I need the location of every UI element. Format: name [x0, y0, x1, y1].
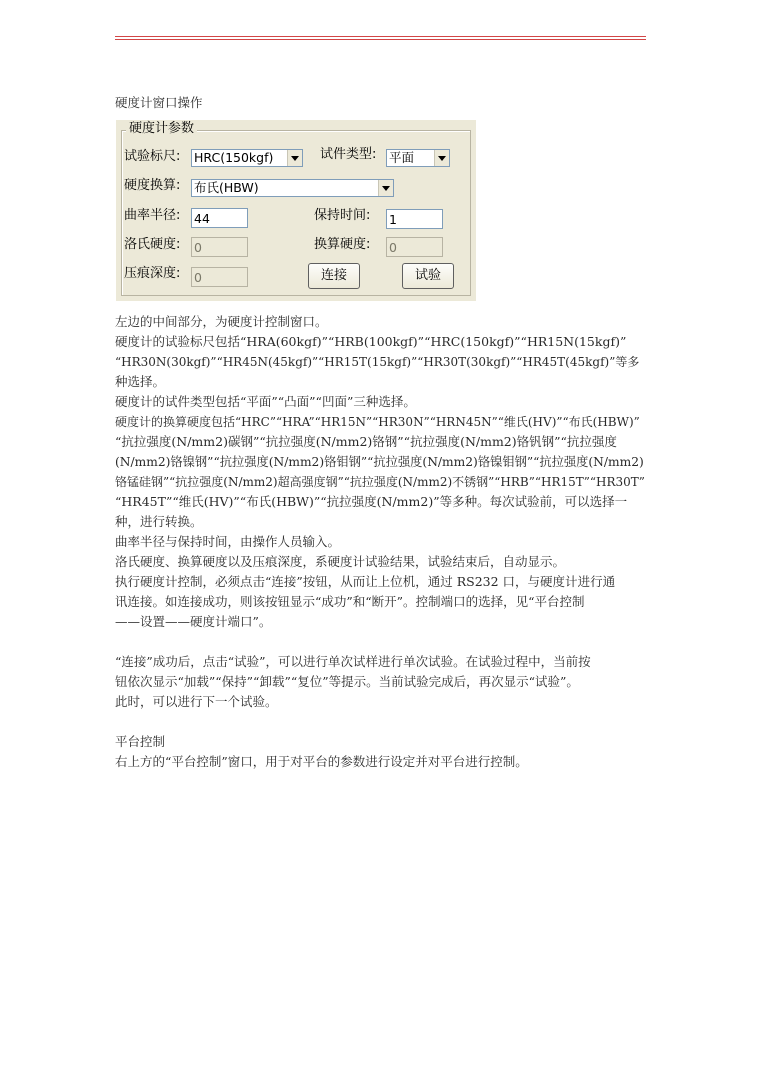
section-heading-platform-control: 平台控制	[115, 734, 166, 749]
hardness-parameter-dialog	[116, 120, 476, 301]
section-heading-hardness-window: 硬度计窗口操作	[115, 95, 203, 110]
paragraph-line: “HR45T”“维氏(HV)”“布氏(HBW)”“抗拉强度(N/mm2)”等多种。每次试验前，可以选择一	[115, 494, 628, 509]
paragraph-line: 曲率半径与保持时间，由操作人员输入。	[115, 534, 341, 549]
hardness-conversion-select[interactable]	[191, 179, 394, 197]
hold-time-value: 1	[389, 212, 397, 227]
chevron-down-icon[interactable]	[287, 150, 302, 166]
converted-hardness-field	[386, 237, 443, 257]
paragraph-line: 右上方的“平台控制”窗口，用于对平台的参数进行设定并对平台进行控制。	[115, 754, 528, 769]
converted-hardness-value: 0	[389, 240, 397, 255]
curvature-radius-value: 44	[194, 211, 210, 226]
paragraph-line: 硬度计的试件类型包括“平面”“凸面”“凹面”三种选择。	[115, 394, 416, 409]
test-button[interactable]: 试验	[402, 263, 454, 289]
hold-time-label: 保持时间:	[314, 208, 371, 223]
paragraph-line: (N/mm2)铬镍钢”“抗拉强度(N/mm2)铬钼钢”“抗拉强度(N/mm2)铬镍钼钢”“抗拉强度(N/mm2)	[115, 455, 644, 469]
chevron-down-icon[interactable]	[434, 150, 449, 166]
paragraph-line: “抗拉强度(N/mm2)碳钢”“抗拉强度(N/mm2)铬钢”“抗拉强度(N/mm2)铬钒钢”“抗拉强度	[115, 434, 617, 449]
paragraph-line: 洛氏硬度、换算硬度以及压痕深度，系硬度计试验结果，试验结束后，自动显示。	[115, 554, 566, 569]
test-scale-label: 试验标尺:	[124, 149, 181, 164]
paragraph-line: 种选择。	[115, 374, 166, 389]
paragraph-line: 讯连接。如连接成功，则该按钮显示“成功”和“断开”。控制端口的选择，见“平台控制	[115, 594, 585, 609]
paragraph-line: 左边的中间部分，为硬度计控制窗口。	[115, 314, 328, 329]
indent-depth-value: 0	[194, 270, 202, 285]
connect-button[interactable]: 连接	[308, 263, 360, 289]
hardness-conversion-label: 硬度换算:	[124, 178, 181, 193]
hardness-conversion-value: 布氏(HBW)	[194, 180, 259, 195]
paragraph-line: 铬锰硅钢”“抗拉强度(N/mm2)超高强度钢”“抗拉强度(N/mm2)不锈钢”“HRB”“HR15T”“HR30T”	[115, 475, 645, 489]
test-scale-select[interactable]	[191, 149, 303, 167]
paragraph-line: ——设置——硬度计端口”。	[115, 614, 272, 629]
header-rule	[115, 36, 646, 37]
rockwell-hardness-value: 0	[194, 240, 202, 255]
indent-depth-field	[191, 267, 248, 287]
paragraph-line: 硬度计的试验标尺包括“HRA(60kgf)”“HRB(100kgf)”“HRC(150kgf)”“HR15N(15kgf)”	[115, 334, 627, 349]
chevron-down-icon[interactable]	[378, 180, 393, 196]
rockwell-hardness-label: 洛氏硬度:	[124, 237, 181, 252]
converted-hardness-label: 换算硬度:	[314, 237, 371, 252]
paragraph-line: “HR30N(30kgf)”“HR45N(45kgf)”“HR15T(15kgf)”“HR30T(30kgf)”“HR45T(45kgf)”等多	[115, 355, 640, 369]
curvature-radius-input[interactable]	[191, 208, 248, 228]
header-rule-double	[115, 39, 646, 40]
paragraph-line: 执行硬度计控制，必须点击“连接”按钮，从而让上位机，通过 RS232 口，与硬度计进行通	[115, 574, 616, 589]
rockwell-hardness-field	[191, 237, 248, 257]
test-scale-value: HRC(150kgf)	[194, 150, 274, 165]
sample-type-value: 平面	[389, 150, 415, 165]
paragraph-line: “连接”成功后，点击“试验”，可以进行单次试样进行单次试验。在试验过程中，当前按	[115, 654, 591, 669]
paragraph-line: 此时，可以进行下一个试验。	[115, 694, 278, 709]
paragraph-line: 钮依次显示“加载”“保持”“卸载”“复位”等提示。当前试验完成后，再次显示“试验”。	[115, 674, 579, 689]
sample-type-select[interactable]	[386, 149, 450, 167]
indent-depth-label: 压痕深度:	[124, 266, 181, 281]
paragraph-line: 硬度计的换算硬度包括“HRC”“HRA”“HR15N”“HR30N”“HRN45N”“维氏(HV)”“布氏(HBW)”	[115, 415, 640, 429]
sample-type-label: 试件类型:	[320, 147, 377, 162]
paragraph-line: 种，进行转换。	[115, 514, 203, 529]
hold-time-input[interactable]	[386, 209, 443, 229]
groupbox-title: 硬度计参数	[126, 121, 197, 137]
curvature-radius-label: 曲率半径:	[124, 208, 181, 223]
